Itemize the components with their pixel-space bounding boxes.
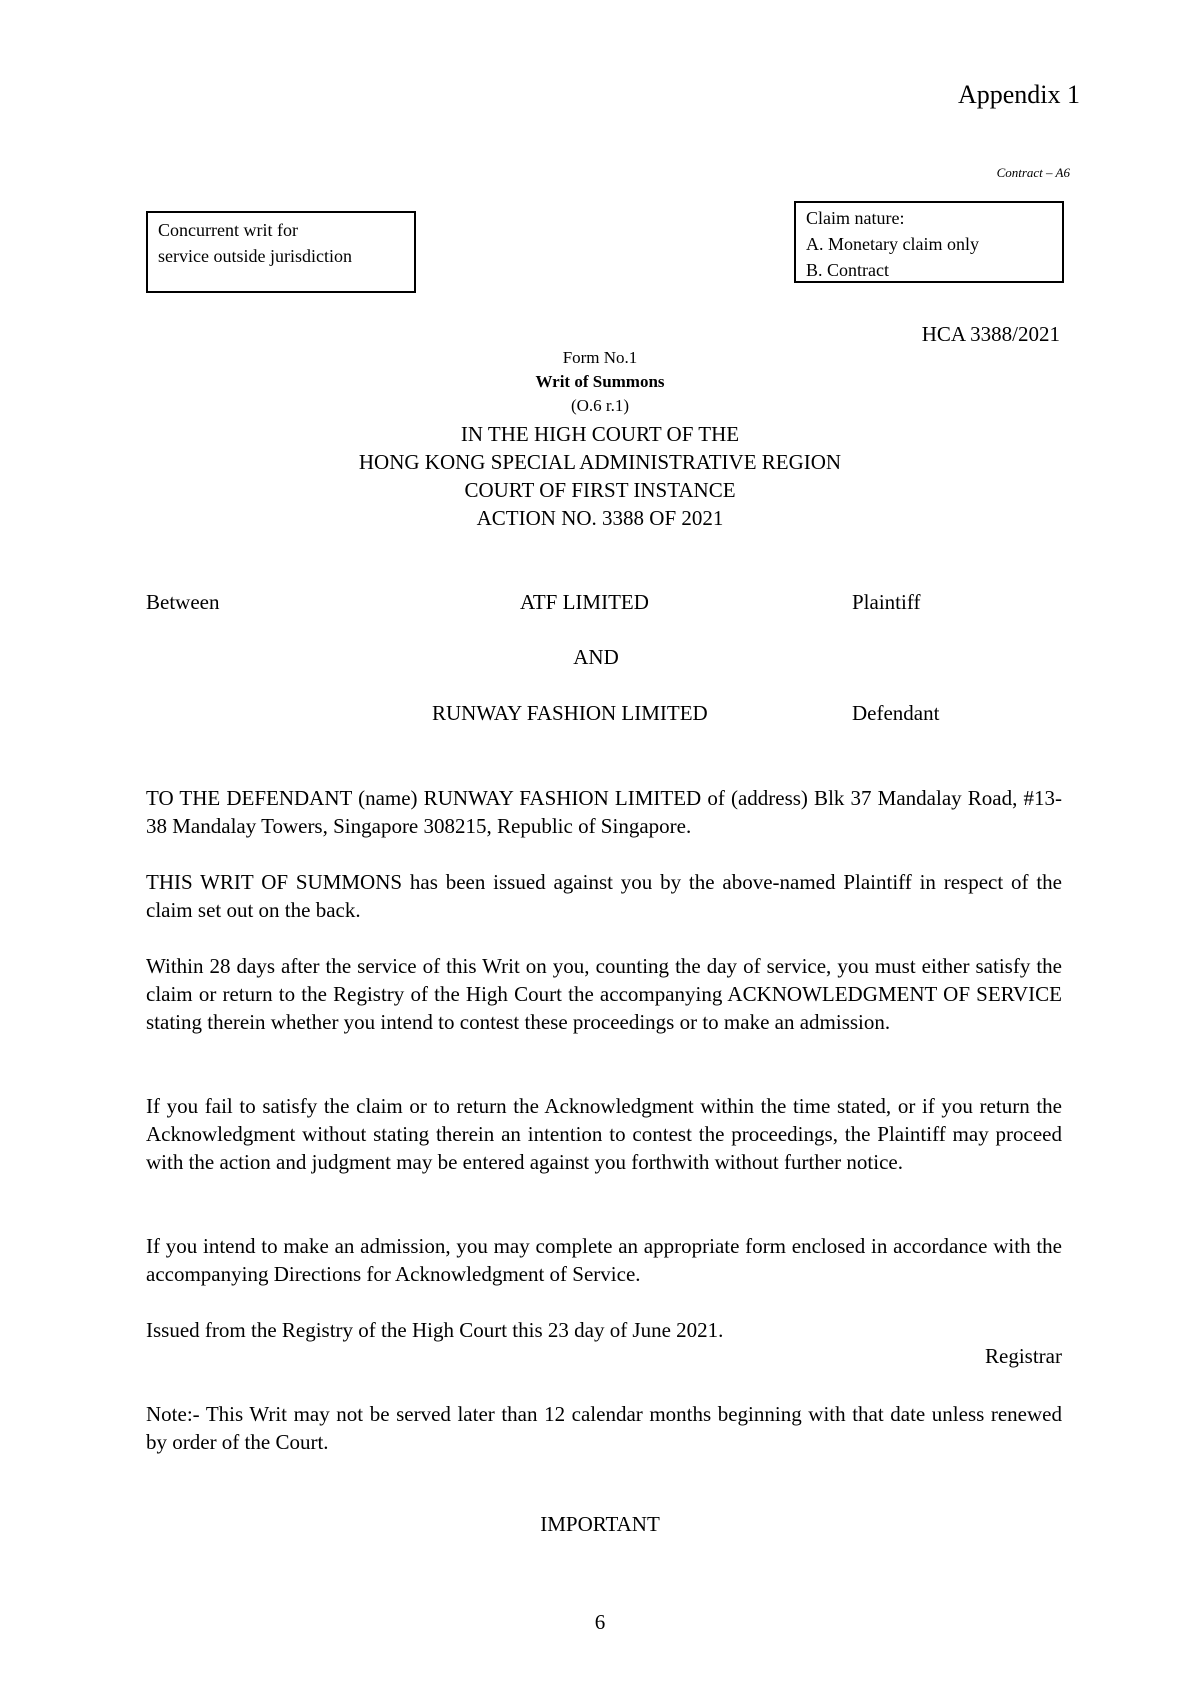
court-line-3: COURT OF FIRST INSTANCE xyxy=(464,478,736,502)
claim-nature-label: Claim nature: xyxy=(806,208,905,228)
writ-title: Writ of Summons xyxy=(535,372,665,391)
between-label: Between xyxy=(146,590,220,614)
admission-paragraph: If you intend to make an admission, you may complete an appropriate form enclosed in accordance with the accompanying Directions for Acknowledgment of Service. xyxy=(146,1234,1062,1286)
reference-code: Contract – A6 xyxy=(996,165,1070,180)
court-line-2: HONG KONG SPECIAL ADMINISTRATIVE REGION xyxy=(358,450,842,474)
concurrent-writ-line-1: Concurrent writ for xyxy=(158,220,298,240)
appendix-heading: Appendix 1 xyxy=(957,80,1080,109)
action-number: ACTION NO. 3388 OF 2021 xyxy=(476,506,724,530)
concurrent-writ-box xyxy=(146,211,416,293)
issued-from-paragraph: Issued from the Registry of the High Court this 23 day of June 2021. xyxy=(146,1318,724,1342)
page-number: 6 xyxy=(594,1610,606,1634)
claim-nature-item-b: B. Contract xyxy=(806,260,889,280)
claim-nature-item-a: A. Monetary claim only xyxy=(806,234,979,254)
form-number: Form No.1 xyxy=(562,348,638,367)
defendant-role: Defendant xyxy=(852,701,940,725)
issued-against-paragraph: THIS WRIT OF SUMMONS has been issued against you by the above-named Plaintiff in respect of the claim set out on the back. xyxy=(146,870,1062,922)
claim-nature-box xyxy=(794,201,1064,283)
concurrent-writ-line-2: service outside jurisdiction xyxy=(158,246,352,266)
within-28-days-paragraph: Within 28 days after the service of this Writ on you, counting the day of service, you must either satisfy the claim or return to the Registry of the High Court the accompanying ACKNOWLEDGMENT OF SERVICE stating therein whether you intend to contest these proceedings or to make an admission. xyxy=(146,954,1062,1034)
court-line-1: IN THE HIGH COURT OF THE xyxy=(460,422,740,446)
plaintiff-role: Plaintiff xyxy=(852,590,921,614)
and-label: AND xyxy=(573,645,619,669)
defendant-name: RUNWAY FASHION LIMITED xyxy=(432,701,708,725)
order-rule: (O.6 r.1) xyxy=(570,396,630,415)
plaintiff-name: ATF LIMITED xyxy=(520,590,649,614)
if-fail-paragraph: If you fail to satisfy the claim or to return the Acknowledgment within the time stated, or if you return the Acknowledgment without stating therein an intention to contest the proceedings, the Plaintiff may proceed with the action and judgment may be entered against you forthwith without further notice. xyxy=(146,1094,1062,1174)
to-defendant-paragraph: TO THE DEFENDANT (name) RUNWAY FASHION LIMITED of (address) Blk 37 Mandalay Road, #13-38 Mandalay Towers, Singapore 308215, Republic of Singapore. xyxy=(146,786,1062,838)
note-paragraph: Note:- This Writ may not be served later than 12 calendar months beginning with that date unless renewed by order of the Court. xyxy=(146,1402,1062,1454)
registrar-label: Registrar xyxy=(985,1344,1062,1368)
important-heading: IMPORTANT xyxy=(540,1512,660,1536)
case-number: HCA 3388/2021 xyxy=(921,322,1060,346)
